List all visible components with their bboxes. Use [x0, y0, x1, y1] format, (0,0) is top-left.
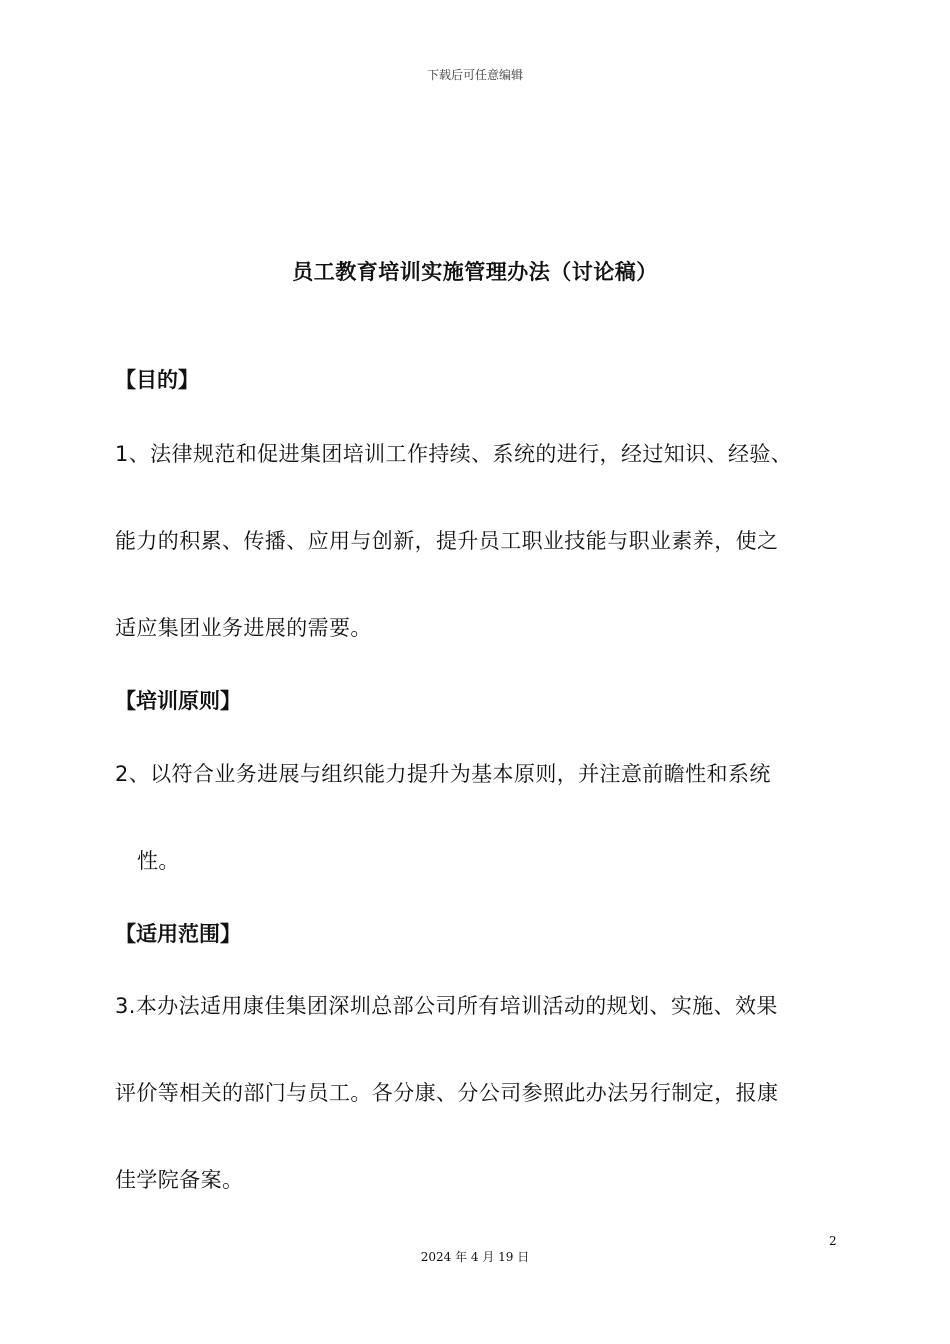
section-heading-principles: 【培训原则】 [115, 689, 241, 713]
section-heading-purpose: 【目的】 [115, 368, 199, 392]
scope-line-1: 3.本办法适用康佳集团深圳总部公司所有培训活动的规划、实施、效果 [115, 994, 778, 1018]
footer-date: 2024 年 4 月 19 日 [420, 1250, 530, 1264]
principles-line-2: 性。 [137, 849, 180, 873]
scope-line-2: 评价等相关的部门与员工。各分康、分公司参照此办法另行制定，报康 [115, 1081, 779, 1105]
purpose-line-2: 能力的积累、传播、应用与创新，提升员工职业技能与职业素养，使之 [115, 529, 779, 553]
scope-line-3: 佳学院备案。 [115, 1168, 244, 1192]
purpose-line-1: 1、法律规范和促进集团培训工作持续、系统的进行，经过知识、经验、 [115, 442, 793, 466]
principles-line-1: 2、以符合业务进展与组织能力提升为基本原则，并注意前瞻性和系统 [115, 762, 771, 786]
purpose-line-3: 适应集团业务进展的需要。 [115, 616, 372, 640]
page-number: 2 [829, 1234, 837, 1248]
document-title: 员工教育培训实施管理办法（讨论稿） [292, 260, 658, 284]
section-heading-scope: 【适用范围】 [115, 922, 241, 946]
header-note: 下载后可任意编辑 [426, 68, 523, 82]
